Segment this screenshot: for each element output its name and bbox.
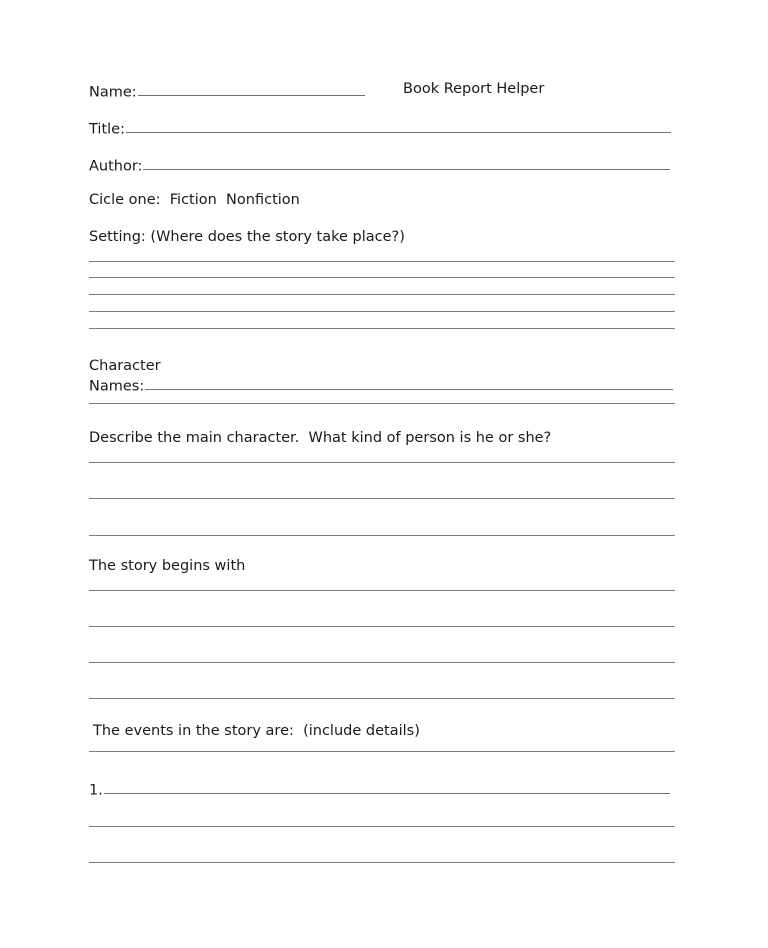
event-1-row (89, 780, 670, 798)
author-label: Author: (89, 158, 143, 175)
describe-blank-line[interactable] (89, 498, 675, 499)
event-1-input-blank[interactable] (104, 780, 670, 794)
setting-blank-line[interactable] (89, 311, 675, 312)
setting-blank-line[interactable] (89, 261, 675, 262)
story-begins-blank-line[interactable] (89, 590, 675, 591)
title-label: Title: (89, 121, 125, 138)
story-begins-blank-line[interactable] (89, 626, 675, 627)
title-field-row (89, 119, 671, 137)
describe-blank-line[interactable] (89, 535, 675, 536)
events-blank-line[interactable] (89, 751, 675, 752)
author-field-row (89, 156, 670, 174)
event-1-number: 1. (89, 782, 103, 799)
story-begins-blank-line[interactable] (89, 662, 675, 663)
setting-prompt: Setting: (Where does the story take place?) (89, 229, 405, 245)
circle-one-prompt[interactable]: Cicle one: Fiction Nonfiction (89, 192, 300, 208)
author-input-blank[interactable] (143, 156, 670, 170)
character-names-label: Names: (89, 377, 145, 394)
character-names-input-blank[interactable] (145, 376, 673, 390)
story-begins-prompt: The story begins with (89, 558, 246, 574)
name-field-row (89, 82, 365, 100)
setting-blank-line[interactable] (89, 277, 675, 278)
setting-blank-line[interactable] (89, 328, 675, 329)
character-label: Character (89, 358, 161, 374)
describe-blank-line[interactable] (89, 462, 675, 463)
name-input-blank[interactable] (138, 82, 365, 96)
events-blank-line[interactable] (89, 862, 675, 863)
page-title: Book Report Helper (403, 81, 545, 97)
character-names-row (89, 357, 673, 395)
name-label: Name: (89, 84, 137, 101)
story-begins-blank-line[interactable] (89, 698, 675, 699)
events-blank-line[interactable] (89, 826, 675, 827)
describe-character-prompt: Describe the main character. What kind of person is he or she? (89, 430, 552, 446)
character-names-blank-line[interactable] (89, 403, 675, 404)
title-input-blank[interactable] (126, 119, 671, 133)
events-prompt: The events in the story are: (include details) (93, 723, 420, 739)
setting-blank-line[interactable] (89, 294, 675, 295)
